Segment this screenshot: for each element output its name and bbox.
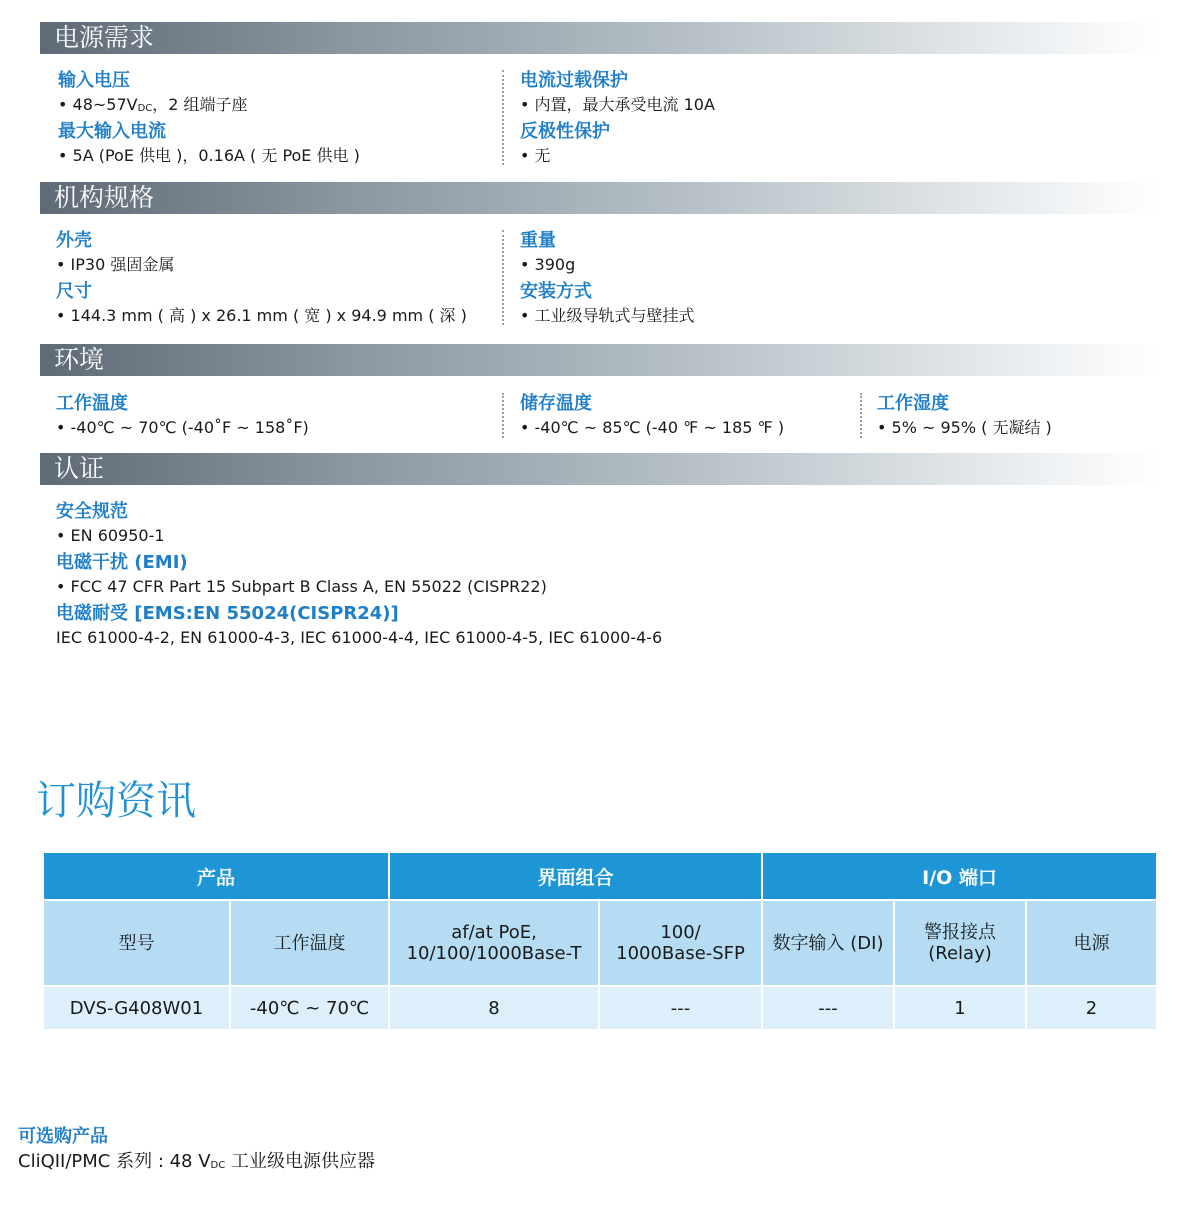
column-header-poe-ports: af/at PoE, 10/100/1000Base-T (389, 900, 599, 986)
spec-value: • FCC 47 CFR Part 15 Subpart B Class A, EN 55022 (CISPR22) (56, 577, 547, 596)
spec-value: IEC 61000-4-2, EN 61000-4-3, IEC 61000-4-4, IEC 61000-4-5, IEC 61000-4-6 (56, 628, 663, 647)
section-header-power: 电源需求 (40, 22, 1160, 54)
table-group-header-row (43, 852, 1157, 900)
spec-value: • IP30 强固金属 (56, 255, 175, 274)
section-header-environment: 环境 (40, 344, 1160, 376)
table-cell: DVS-G408W01 (43, 986, 230, 1030)
table-cell: 1 (894, 986, 1026, 1030)
spec-label: 外壳 (56, 230, 92, 251)
group-header-io-port: I/O 端口 (762, 852, 1157, 900)
spec-label: 电磁干扰 (EMI) (56, 552, 188, 573)
spec-label: 储存温度 (520, 393, 592, 414)
section-header-mechanical: 机构规格 (40, 182, 1160, 214)
mechanical-right-column (520, 230, 695, 332)
environment-column-2 (520, 393, 784, 444)
spec-label: 电磁耐受 [EMS:EN 55024(CISPR24)] (56, 603, 399, 624)
spec-label: 电流过载保护 (520, 70, 628, 91)
spec-label: 工作温度 (56, 393, 128, 414)
ordering-title: 订购资讯 (36, 778, 196, 824)
column-divider (502, 393, 504, 438)
table-cell: -40℃ ~ 70℃ (230, 986, 389, 1030)
column-header-model: 型号 (43, 900, 230, 986)
table-cell: 8 (389, 986, 599, 1030)
power-left-column (58, 70, 360, 172)
spec-value: • $48\sim 57V_{DC}$，2 组端子座 (58, 95, 248, 114)
spec-value: • 内置，最大承受电流 10A (520, 95, 715, 114)
optional-products-label: 可选购产品 (18, 1126, 108, 1147)
spec-label: 反极性保护 (520, 121, 610, 142)
power-right-column (520, 70, 715, 172)
spec-value: • 工业级导轨式与壁挂式 (520, 306, 695, 325)
group-header-interface: 界面组合 (389, 852, 762, 900)
spec-value: • 144.3 mm ( 高 ) x 26.1 mm ( 宽 ) x 94.9 mm ( 深 ) (56, 306, 467, 325)
spec-value: • 无 (520, 146, 551, 165)
spec-value: • 390g (520, 255, 576, 274)
spec-label: 重量 (520, 230, 556, 251)
column-divider (502, 230, 504, 325)
section-header-certification: 认证 (40, 453, 1160, 485)
column-header-digital-input: 数字输入 (DI) (762, 900, 894, 986)
spec-label: 尺寸 (56, 281, 92, 302)
spec-label: 安全规范 (56, 501, 128, 522)
column-header-operating-temp: 工作温度 (230, 900, 389, 986)
optional-products-value: CliQII/PMC 系列 : 48 $V_{DC}$ 工业级电源供应器 (18, 1151, 375, 1172)
spec-label: 工作湿度 (877, 393, 949, 414)
table-cell: 2 (1026, 986, 1157, 1030)
column-header-sfp-ports: 100/ 1000Base-SFP (599, 900, 762, 986)
spec-value: • EN 60950-1 (56, 526, 165, 545)
ordering-table (42, 851, 1158, 1031)
certification-column (56, 501, 662, 654)
spec-value: • -40℃ ~ 70℃ (-40˚F ~ 158˚F) (56, 418, 309, 437)
spec-label: 输入电压 (58, 70, 130, 91)
column-divider (860, 393, 862, 438)
spec-value: • -40℃ ~ 85℃ (-40 ℉ ~ 185 ℉ ) (520, 418, 785, 437)
table-column-header-row (43, 900, 1157, 986)
environment-column-3 (877, 393, 1052, 444)
environment-column-1 (56, 393, 309, 444)
table-cell: --- (599, 986, 762, 1030)
table-cell: --- (762, 986, 894, 1030)
column-header-power: 电源 (1026, 900, 1157, 986)
column-header-relay: 警报接点 (Relay) (894, 900, 1026, 986)
spec-value: • 5A (PoE 供电 )，0.16A ( 无 PoE 供电 ) (58, 146, 360, 165)
group-header-product: 产品 (43, 852, 389, 900)
table-row (43, 986, 1157, 1030)
mechanical-left-column (56, 230, 467, 332)
column-divider (502, 70, 504, 165)
spec-label: 最大输入电流 (58, 121, 166, 142)
spec-label: 安装方式 (520, 281, 592, 302)
spec-value: • 5% ~ 95% ( 无凝结 ) (877, 418, 1052, 437)
